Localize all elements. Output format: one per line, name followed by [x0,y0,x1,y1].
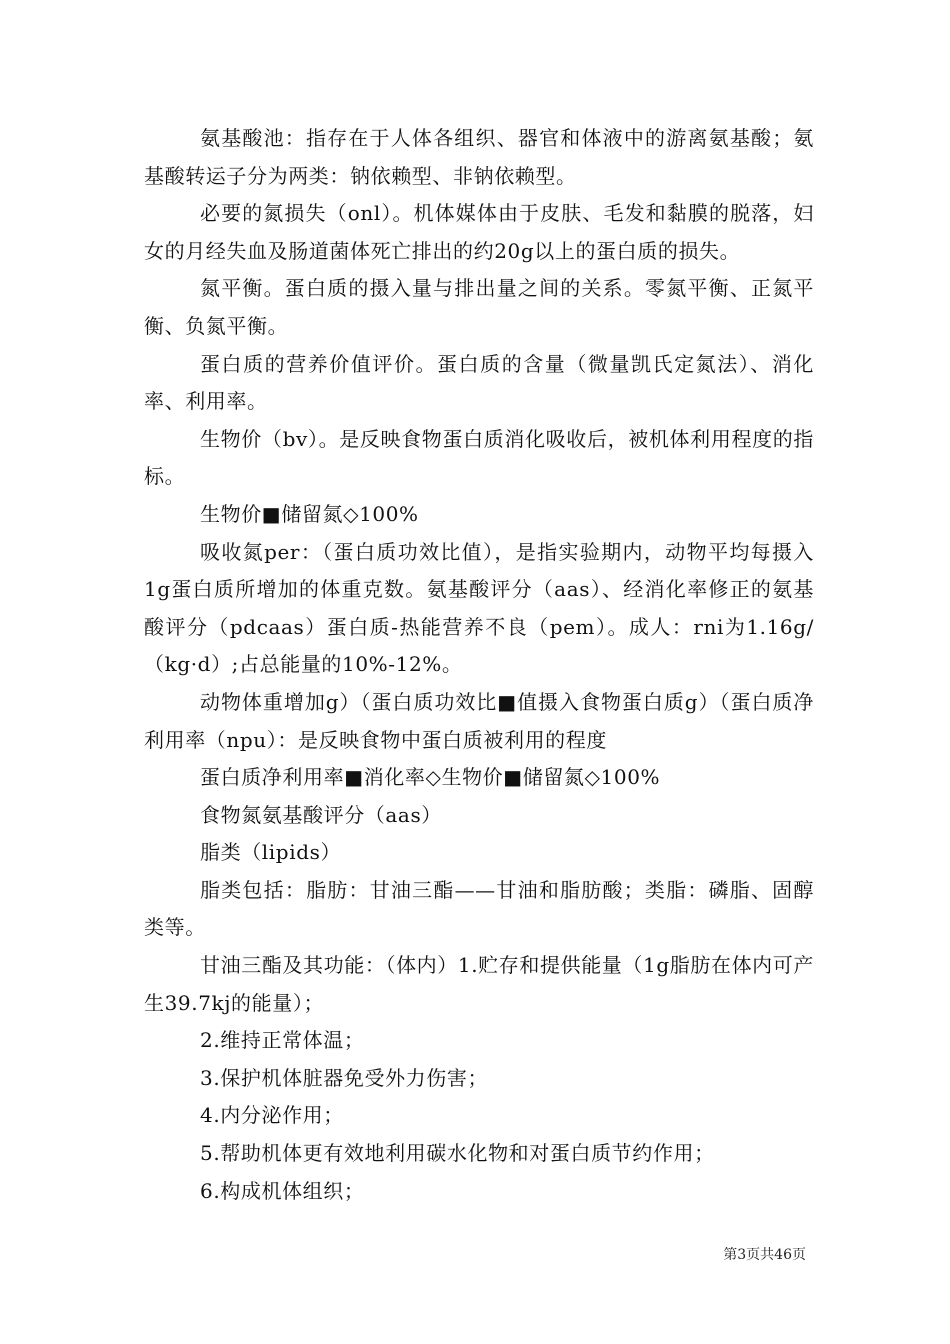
paragraph: 蛋白质的营养价值评价。蛋白质的含量（微量凯氏定氮法）、消化率、利用率。 [144,351,814,414]
paragraph: 生物价（bv）。是反映食物蛋白质消化吸收后，被机体利用程度的指标。 [144,426,814,489]
list-item: 3.保护机体脏器免受外力伤害； [200,1065,489,1090]
document-body [144,120,814,1210]
paragraph: 氨基酸池：指存在于人体各组织、器官和体液中的游离氨基酸；氨基酸转运子分为两类：钠依赖型、非钠依赖型。 [144,126,814,188]
page-footer: 第3页共46页 [723,1247,806,1263]
paragraph: 甘油三酯及其功能：（体内）1.贮存和提供能量（1g脂肪在体内可产生39.7kj的能量）； [144,953,814,1015]
paragraph: 必要的氮损失（onl）。机体媒体由于皮肤、毛发和黏膜的脱落，妇女的月经失血及肠道菌体死亡排出的约20g以上的蛋白质的损失。 [144,201,814,263]
paragraph: 吸收氮per：（蛋白质功效比值），是指实验期内，动物平均每摄入1g蛋白质所增加的体重克数。氨基酸评分（aas）、经消化率修正的氨基酸评分（pdcaas）蛋白质-热能营养不良（pem）。成人：rni为1.16g/（kg·d）;占总能量的10%-12%。 [144,539,814,677]
list-item: 4.内分泌作用； [200,1103,344,1128]
formula-line: 蛋白质净利用率■消化率◇生物价■储留氮◇100% [200,765,661,790]
list-item: 5.帮助机体更有效地利用碳水化物和对蛋白质节约作用； [200,1141,715,1166]
list-item: 6.构成机体组织； [200,1178,365,1203]
list-item: 2.维持正常体温； [200,1028,365,1053]
paragraph: 脂类包括：脂肪：甘油三酯——甘油和脂肪酸；类脂：磷脂、固醇类等。 [144,877,814,940]
paragraph: 氮平衡。蛋白质的摄入量与排出量之间的关系。零氮平衡、正氮平衡、负氮平衡。 [144,276,814,338]
formula-line: 生物价■储留氮◇100% [200,501,419,526]
section-heading: 脂类（lipids） [200,840,342,865]
paragraph: 动物体重增加g）（蛋白质功效比■值摄入食物蛋白质g）（蛋白质净利用率（npu）：是反映食物中蛋白质被利用的程度 [144,689,814,752]
paragraph: 食物氮氨基酸评分（aas） [200,802,442,827]
